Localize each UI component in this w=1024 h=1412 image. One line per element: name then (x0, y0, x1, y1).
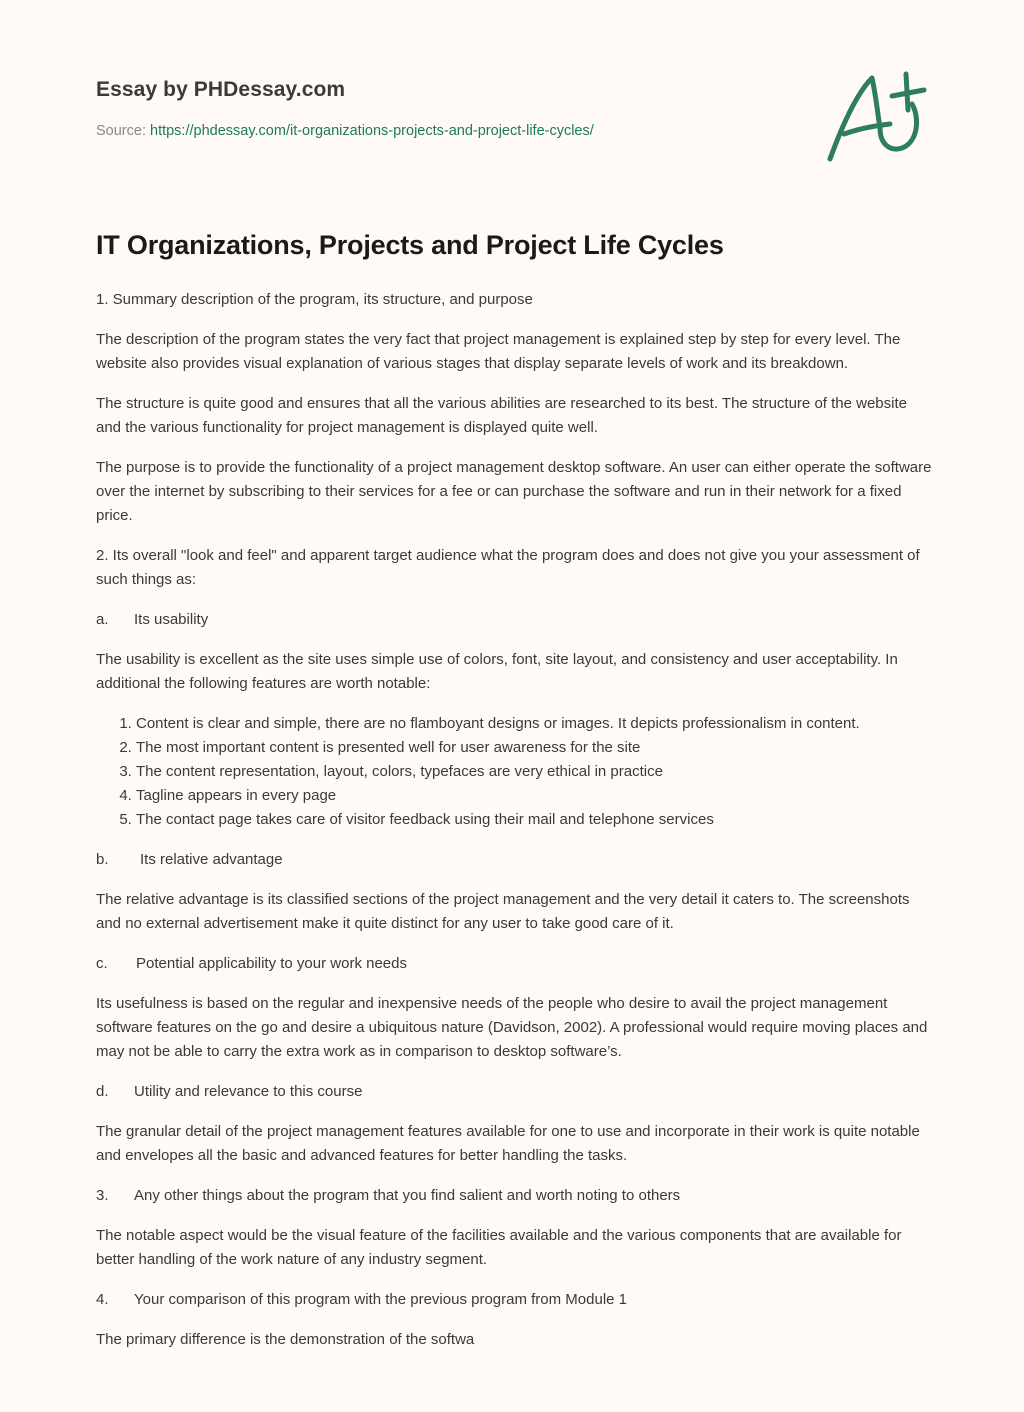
subheading-marker: c. (96, 955, 108, 972)
subheading-d (96, 1080, 932, 1104)
paragraph: Its usefulness is based on the regular and inexpensive needs of the people who desire to avail the project management software features on the go and desire a ubiquitous nature (Davidson, 2002). A professional would require moving places and may not be able to carry the extra work as in comparison to desktop software’s. (96, 995, 928, 1060)
list-item: 2. The most important content is presented well for user awareness for the site (136, 736, 932, 760)
section-heading-1: 1. Summary description of the program, its structure, and purpose (96, 291, 533, 308)
subheading-marker: b. (96, 851, 109, 868)
essay-header (96, 74, 696, 141)
section-heading-2: 2. Its overall "look and feel" and apparent target audience what the program does and does not give you your assessment of such things as: (96, 547, 920, 588)
subheading-text: Any other things about the program that you find salient and worth noting to others (134, 1187, 681, 1204)
essay-body (96, 226, 932, 1368)
section-heading-3 (96, 1184, 932, 1208)
source-label: Source: (96, 123, 150, 139)
paragraph: The relative advantage is its classified sections of the project management and the very detail it caters to. The screenshots and no external advertisement make it quite distinct for any user to take good care of it. (96, 891, 910, 932)
paragraph: The structure is quite good and ensures that all the various abilities are researched to its best. The structure of the website and the various functionality for project management is displayed quite well. (96, 395, 907, 436)
paragraph: The notable aspect would be the visual feature of the facilities available and the various components that are available for better handling of the work nature of any industry segment. (96, 1227, 902, 1268)
subheading-marker: d. (96, 1083, 109, 1100)
subheading-text: Its usability (134, 611, 209, 628)
subheading-text: Utility and relevance to this course (134, 1083, 363, 1100)
a-plus-grade-icon (820, 66, 932, 166)
essay-title: IT Organizations, Projects and Project Life Cycles (96, 230, 724, 260)
features-list (96, 712, 932, 832)
list-item: 1. Content is clear and simple, there are no flamboyant designs or images. It depicts professionalism in content. (136, 712, 932, 736)
list-item: 3. The content representation, layout, colors, typefaces are very ethical in practice (136, 760, 932, 784)
paragraph-truncated: The primary difference is the demonstration of the softwa (96, 1331, 475, 1348)
source-link[interactable]: https://phdessay.com/it-organizations-projects-and-project-life-cycles/ (150, 123, 594, 139)
brand-title: Essay by PHDessay.com (96, 78, 346, 101)
subheading-text: Your comparison of this program with the previous program from Module 1 (134, 1291, 628, 1308)
subheading-text: Its relative advantage (140, 851, 283, 868)
subheading-marker: a. (96, 611, 109, 628)
subheading-marker: 3. (96, 1187, 109, 1204)
paragraph: The description of the program states the very fact that project management is explained step by step for every level. The website also provides visual explanation of various stages that display separate levels of work and its breakdown. (96, 331, 901, 372)
subheading-text: Potential applicability to your work needs (136, 955, 407, 972)
subheading-b (96, 848, 932, 872)
section-heading-4 (96, 1288, 932, 1312)
paragraph: The granular detail of the project management features available for one to use and incorporate in their work is quite notable and envelopes all the basic and advanced features for better handling the tasks. (96, 1123, 920, 1164)
source-line (96, 121, 696, 141)
list-item: 5. The contact page takes care of visitor feedback using their mail and telephone services (136, 808, 932, 832)
list-item: 4. Tagline appears in every page (136, 784, 932, 808)
paragraph: The usability is excellent as the site uses simple use of colors, font, site layout, and consistency and user acceptability. In additional the following features are worth notable: (96, 651, 898, 692)
paragraph: The purpose is to provide the functionality of a project management desktop software. An user can either operate the software over the internet by subscribing to their services for a fee or can purchase the software and run in their network for a fixed price. (96, 459, 932, 524)
subheading-a (96, 608, 932, 632)
subheading-c (96, 952, 932, 976)
subheading-marker: 4. (96, 1291, 109, 1308)
